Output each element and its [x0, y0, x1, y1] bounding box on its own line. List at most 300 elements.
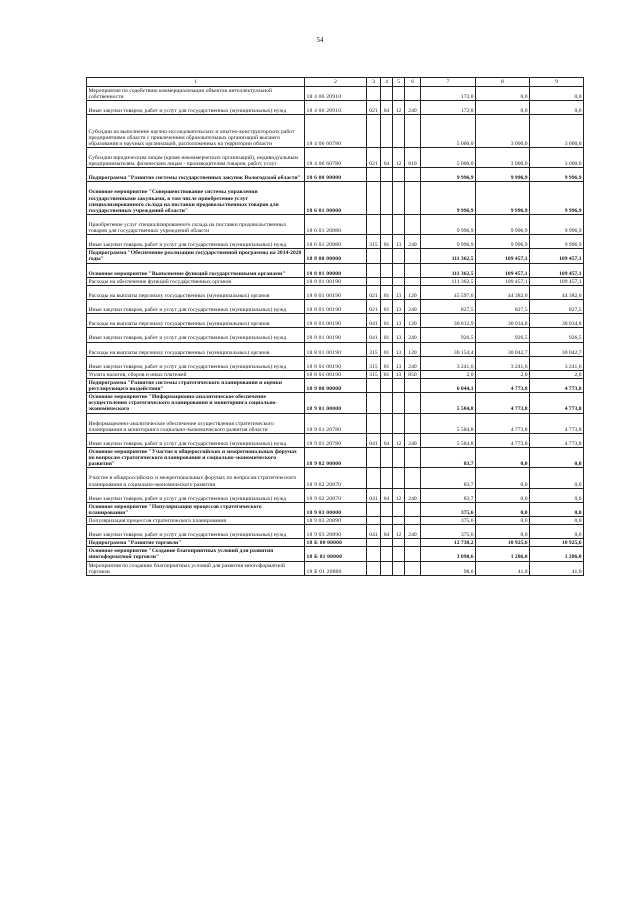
row-col-3 — [367, 182, 381, 215]
row-value-8: 109 457,1 — [476, 277, 530, 285]
table-row — [87, 525, 584, 539]
row-col-4: 04 — [381, 488, 393, 502]
row-value-9: 0,0 — [530, 502, 584, 516]
row-value-8: 0,0 — [476, 516, 530, 524]
row-col-5 — [393, 263, 405, 277]
row-value-8: 3 000,0 — [476, 115, 530, 148]
row-value-7: 5 000,0 — [421, 147, 476, 167]
row-col-3 — [367, 516, 381, 524]
row-value-8: 1 286,0 — [476, 547, 530, 561]
row-value-8: 30 042,7 — [476, 342, 530, 356]
row-col-3: 315 — [367, 342, 381, 356]
table-row — [87, 147, 584, 167]
row-col-5 — [393, 87, 405, 101]
row-col-5 — [393, 182, 405, 215]
row-value-7: 9 996,9 — [421, 182, 476, 215]
table-row — [87, 235, 584, 249]
row-col-6 — [405, 87, 421, 101]
row-col-3 — [367, 393, 381, 413]
row-col-4: 01 — [381, 300, 393, 314]
row-col-6: 240 — [405, 300, 421, 314]
row-value-8: 3 000,0 — [476, 147, 530, 167]
row-col-5 — [393, 168, 405, 182]
row-col-3: 315 — [367, 356, 381, 370]
row-col-4: 04 — [381, 525, 393, 539]
row-value-7: 172,0 — [421, 101, 476, 115]
row-col-3 — [367, 468, 381, 488]
row-name: Расходы на выплаты персоналу государственных (муниципальных) органов — [87, 285, 305, 299]
row-code: 18 4 06 60780 — [305, 147, 367, 167]
row-col-6: 240 — [405, 101, 421, 115]
row-name: Основное мероприятие "Участие в общероссийских и межрегиональных форумах по вопросам стратегического планирования и социально-экономического развития" — [87, 448, 305, 468]
table-row — [87, 328, 584, 342]
row-col-6 — [405, 249, 421, 263]
row-col-5 — [393, 561, 405, 575]
row-col-4: 01 — [381, 370, 393, 378]
row-col-3 — [367, 277, 381, 285]
row-col-6 — [405, 393, 421, 413]
row-code: 18 9 02 20870 — [305, 488, 367, 502]
row-code: 18 8 01 00190 — [305, 342, 367, 356]
row-value-9: 0,0 — [530, 516, 584, 524]
row-code: 18 6 01 20880 — [305, 214, 367, 234]
row-col-4 — [381, 214, 393, 234]
table-row — [87, 488, 584, 502]
row-name: Расходы на выплаты персоналу государственных (муниципальных) органов — [87, 342, 305, 356]
row-value-9: 1 286,0 — [530, 547, 584, 561]
row-col-3 — [367, 263, 381, 277]
row-col-6: 120 — [405, 342, 421, 356]
row-col-5 — [393, 539, 405, 547]
budget-table — [86, 77, 584, 576]
row-col-4 — [381, 115, 393, 148]
row-value-7: 111 362,5 — [421, 249, 476, 263]
row-value-8: 827,5 — [476, 300, 530, 314]
table-row — [87, 413, 584, 433]
row-col-6 — [405, 168, 421, 182]
row-col-3: 315 — [367, 370, 381, 378]
row-name: Иные закупки товаров, работ и услуг для государственных (муниципальных) нужд — [87, 433, 305, 447]
row-code: 18 9 01 00000 — [305, 393, 367, 413]
table-row — [87, 516, 584, 524]
row-value-7: 3 098,6 — [421, 547, 476, 561]
row-col-4 — [381, 182, 393, 215]
row-value-7: 9 996,9 — [421, 235, 476, 249]
row-name: Подпрограмма "Обеспечение реализации государственной программы на 2014-2020 годы" — [87, 249, 305, 263]
row-name: Подпрограмма "Развитие торговли" — [87, 539, 305, 547]
row-code: 18 9 03 00000 — [305, 502, 367, 516]
row-name: Иные закупки товаров, работ и услуг для государственных (муниципальных) нужд — [87, 488, 305, 502]
row-col-6 — [405, 547, 421, 561]
row-col-4: 01 — [381, 314, 393, 328]
row-name: Мероприятие по содействию коммерциализации объектов интеллектуальной собственности — [87, 87, 305, 101]
row-value-8: 0,0 — [476, 448, 530, 468]
row-name: Основное мероприятие "Выполнение функций государственными органами" — [87, 263, 305, 277]
row-col-6: 240 — [405, 328, 421, 342]
row-value-7: 30 154,4 — [421, 342, 476, 356]
row-value-9: 10 925,6 — [530, 539, 584, 547]
row-value-8: 926,5 — [476, 328, 530, 342]
table-row — [87, 561, 584, 575]
row-col-3 — [367, 561, 381, 575]
row-name: Иные закупки товаров, работ и услуг для государственных (муниципальных) нужд — [87, 101, 305, 115]
row-col-6 — [405, 214, 421, 234]
row-value-7: 5 584,8 — [421, 393, 476, 413]
row-col-6: 240 — [405, 235, 421, 249]
row-value-8: 109 457,1 — [476, 249, 530, 263]
row-col-5 — [393, 502, 405, 516]
row-value-8: 4 773,8 — [476, 433, 530, 447]
row-value-8: 30 034,8 — [476, 314, 530, 328]
row-col-3: 041 — [367, 525, 381, 539]
row-col-4 — [381, 263, 393, 277]
row-value-9: 0,0 — [530, 488, 584, 502]
row-col-4 — [381, 249, 393, 263]
row-code: 18 4 06 20910 — [305, 87, 367, 101]
row-col-4 — [381, 379, 393, 393]
table-row — [87, 300, 584, 314]
row-code: 18 6 01 20880 — [305, 235, 367, 249]
row-col-5 — [393, 547, 405, 561]
row-value-7: 827,5 — [421, 300, 476, 314]
page-number: 54 — [316, 36, 324, 44]
row-name: Иные закупки товаров, работ и услуг для государственных (муниципальных) нужд — [87, 525, 305, 539]
row-col-5 — [393, 249, 405, 263]
row-code: 18 8 01 00190 — [305, 370, 367, 378]
table-row — [87, 370, 584, 378]
table-row — [87, 263, 584, 277]
row-value-9: 9 996,9 — [530, 182, 584, 215]
row-value-7: 111 362,5 — [421, 263, 476, 277]
row-value-9: 0,0 — [530, 448, 584, 468]
row-col-4: 01 — [381, 356, 393, 370]
row-name: Расходы на обеспечение функций государственных органов — [87, 277, 305, 285]
table-row — [87, 101, 584, 115]
header-col-8: 8 — [476, 78, 530, 87]
row-name: Субсидии на выполнение научно-исследовательских и опытно-конструкторских работ предприятиями области с привлечением образовательных организаций высшего образования и научных организаций, расположенных на территории области — [87, 115, 305, 148]
row-col-4: 01 — [381, 235, 393, 249]
row-col-3: 041 — [367, 488, 381, 502]
row-value-8: 10 925,6 — [476, 539, 530, 547]
row-value-8: 44 382,0 — [476, 285, 530, 299]
row-col-5 — [393, 277, 405, 285]
row-value-7: 83,7 — [421, 448, 476, 468]
table-row — [87, 342, 584, 356]
row-col-6: 240 — [405, 433, 421, 447]
row-name: Мероприятия по созданию благоприятных условий для развития многоформатной торговли — [87, 561, 305, 575]
row-value-9: 9 996,9 — [530, 168, 584, 182]
row-col-5: 12 — [393, 101, 405, 115]
row-value-8: 0,0 — [476, 502, 530, 516]
row-value-7: 5 000,0 — [421, 115, 476, 148]
row-name: Иные закупки товаров, работ и услуг для государственных (муниципальных) нужд — [87, 356, 305, 370]
row-value-9: 4 773,8 — [530, 379, 584, 393]
row-code: 18 8 01 00190 — [305, 277, 367, 285]
row-col-4 — [381, 168, 393, 182]
row-name: Подпрограмма "Развитие системы стратегического планирования и оценки регулирующего воздействия" — [87, 379, 305, 393]
header-col-4: 4 — [381, 78, 393, 87]
row-value-9: 2,0 — [530, 370, 584, 378]
row-col-4 — [381, 448, 393, 468]
row-code: 18 9 03 20890 — [305, 525, 367, 539]
row-col-6: 240 — [405, 525, 421, 539]
row-code: 18 8 01 00190 — [305, 328, 367, 342]
row-value-7: 98,6 — [421, 561, 476, 575]
table-row — [87, 433, 584, 447]
row-col-4: 01 — [381, 342, 393, 356]
header-col-3: 3 — [367, 78, 381, 87]
row-col-5 — [393, 468, 405, 488]
row-value-9: 30 034,8 — [530, 314, 584, 328]
row-col-3 — [367, 249, 381, 263]
row-col-5: 13 — [393, 300, 405, 314]
row-value-7: 172,0 — [421, 87, 476, 101]
row-name: Уплата налогов, сборов и иных платежей — [87, 370, 305, 378]
row-name: Субсидии юридическим лицам (кроме некоммерческих организаций), индивидуальным предпринимателям, физическим лицам - производителям товаров, работ, услуг — [87, 147, 305, 167]
table-row — [87, 468, 584, 488]
row-value-7: 2,0 — [421, 370, 476, 378]
row-code: 18 8 01 00190 — [305, 285, 367, 299]
row-value-7: 926,5 — [421, 328, 476, 342]
row-value-8: 9 996,9 — [476, 235, 530, 249]
row-name: Иные закупки товаров, работ и услуг для государственных (муниципальных) нужд — [87, 235, 305, 249]
row-col-4 — [381, 393, 393, 413]
row-value-9: 9 996,9 — [530, 214, 584, 234]
row-col-4: 04 — [381, 433, 393, 447]
row-value-9: 0,0 — [530, 101, 584, 115]
row-col-3 — [367, 539, 381, 547]
row-col-5 — [393, 448, 405, 468]
row-name: Основное мероприятие "Популяризация процессов стратегического планирования" — [87, 502, 305, 516]
row-col-6: 120 — [405, 314, 421, 328]
row-col-5: 13 — [393, 285, 405, 299]
row-col-3 — [367, 214, 381, 234]
table-row — [87, 182, 584, 215]
row-col-6 — [405, 182, 421, 215]
row-col-5: 13 — [393, 328, 405, 342]
row-col-6 — [405, 502, 421, 516]
row-col-3: 041 — [367, 314, 381, 328]
row-value-9: 41,0 — [530, 561, 584, 575]
row-col-5: 12 — [393, 488, 405, 502]
row-col-5: 13 — [393, 356, 405, 370]
header-col-2: 2 — [305, 78, 367, 87]
row-value-9: 4 773,8 — [530, 393, 584, 413]
row-col-3 — [367, 115, 381, 148]
table-row — [87, 214, 584, 234]
row-value-7: 375,6 — [421, 502, 476, 516]
row-code: 18 6 00 00000 — [305, 168, 367, 182]
row-code: 18 8 00 00000 — [305, 249, 367, 263]
row-value-7: 375,6 — [421, 525, 476, 539]
row-value-9: 0,0 — [530, 525, 584, 539]
row-col-5: 13 — [393, 370, 405, 378]
row-col-3: 041 — [367, 433, 381, 447]
row-value-7: 111 362,5 — [421, 277, 476, 285]
row-col-6 — [405, 115, 421, 148]
header-col-1: 1 — [87, 78, 305, 87]
row-col-3: 041 — [367, 328, 381, 342]
row-col-3 — [367, 547, 381, 561]
row-code: 18 9 01 20780 — [305, 413, 367, 433]
row-value-8: 0,0 — [476, 488, 530, 502]
header-col-6: 6 — [405, 78, 421, 87]
row-col-3 — [367, 502, 381, 516]
row-col-5 — [393, 115, 405, 148]
row-value-8: 0,0 — [476, 525, 530, 539]
row-value-9: 9 996,9 — [530, 235, 584, 249]
table-row — [87, 393, 584, 413]
row-col-5: 13 — [393, 314, 405, 328]
table-row — [87, 502, 584, 516]
row-value-9: 3 241,6 — [530, 356, 584, 370]
row-value-9: 44 382,0 — [530, 285, 584, 299]
row-col-6 — [405, 379, 421, 393]
header-row — [87, 78, 584, 87]
table-body — [87, 87, 584, 576]
row-code: 18 6 01 00000 — [305, 182, 367, 215]
row-value-7: 5 584,8 — [421, 433, 476, 447]
table-row — [87, 277, 584, 285]
row-value-8: 3 241,6 — [476, 356, 530, 370]
row-col-5: 12 — [393, 433, 405, 447]
row-col-4 — [381, 547, 393, 561]
row-value-9: 0,0 — [530, 468, 584, 488]
row-col-6 — [405, 277, 421, 285]
row-col-3 — [367, 87, 381, 101]
row-code: 18 9 01 20780 — [305, 433, 367, 447]
row-col-4: 01 — [381, 285, 393, 299]
row-col-6: 850 — [405, 370, 421, 378]
row-col-5 — [393, 413, 405, 433]
row-code: 18 9 03 20890 — [305, 516, 367, 524]
row-col-6 — [405, 448, 421, 468]
row-value-9: 109 457,1 — [530, 277, 584, 285]
row-col-6 — [405, 516, 421, 524]
row-col-4 — [381, 87, 393, 101]
row-name: Информационно-аналитическое обеспечение осуществления стратегического планирования и мониторинга социально-экономического развития области — [87, 413, 305, 433]
row-name: Популяризация процессов стратегического планирования — [87, 516, 305, 524]
row-col-5 — [393, 379, 405, 393]
row-value-7: 9 996,9 — [421, 168, 476, 182]
row-col-4 — [381, 539, 393, 547]
row-value-9: 109 457,1 — [530, 263, 584, 277]
table-row — [87, 356, 584, 370]
table-row — [87, 379, 584, 393]
row-name: Расходы на выплаты персоналу государственных (муниципальных) органов — [87, 314, 305, 328]
row-value-8: 9 996,9 — [476, 214, 530, 234]
table-row — [87, 249, 584, 263]
row-col-6 — [405, 413, 421, 433]
row-value-7: 5 584,8 — [421, 413, 476, 433]
row-col-6 — [405, 539, 421, 547]
row-value-8: 9 996,9 — [476, 168, 530, 182]
row-value-9: 3 000,0 — [530, 115, 584, 148]
row-value-8: 0,0 — [476, 87, 530, 101]
row-col-6: 240 — [405, 356, 421, 370]
row-value-7: 6 044,1 — [421, 379, 476, 393]
row-value-9: 0,0 — [530, 87, 584, 101]
row-col-4 — [381, 277, 393, 285]
row-value-7: 83,7 — [421, 468, 476, 488]
table-row — [87, 87, 584, 101]
row-value-7: 30 612,9 — [421, 314, 476, 328]
row-col-4 — [381, 468, 393, 488]
row-code: 18 Б 00 00000 — [305, 539, 367, 547]
row-name: Иные закупки товаров, работ и услуг для государственных (муниципальных) нужд — [87, 300, 305, 314]
row-value-7: 83,7 — [421, 488, 476, 502]
row-value-7: 375,6 — [421, 516, 476, 524]
row-value-9: 3 000,0 — [530, 147, 584, 167]
row-name: Приобретение услуг специализированного склада на поставки продовольственных товаров для государственных учреждений области — [87, 214, 305, 234]
header-col-5: 5 — [393, 78, 405, 87]
row-code: 18 4 06 20910 — [305, 101, 367, 115]
row-value-9: 4 773,8 — [530, 413, 584, 433]
row-col-3: 021 — [367, 285, 381, 299]
row-col-5: 13 — [393, 342, 405, 356]
row-name: Основное мероприятие "Совершенствование системы управления государственными закупками, в том числе приобретение услуг специализированного склада на поставки продовольственных товаров для государственных учреждений области" — [87, 182, 305, 215]
row-name: Участие в общероссийских и межрегиональных форумах по вопросам стратегического планирования и социально-экономического развития — [87, 468, 305, 488]
row-col-3 — [367, 168, 381, 182]
row-col-3 — [367, 413, 381, 433]
row-code: 18 4 06 60780 — [305, 115, 367, 148]
row-value-8: 41,0 — [476, 561, 530, 575]
row-col-6: 810 — [405, 147, 421, 167]
row-col-3 — [367, 379, 381, 393]
row-col-6 — [405, 263, 421, 277]
row-code: 18 Б 01 20800 — [305, 561, 367, 575]
row-value-8: 2,0 — [476, 370, 530, 378]
table-row — [87, 115, 584, 148]
header-col-9: 9 — [530, 78, 584, 87]
row-col-5: 13 — [393, 235, 405, 249]
row-name: Основное мероприятие "Создание благоприятных условий для развития многоформатной торговли" — [87, 547, 305, 561]
row-value-8: 109 457,1 — [476, 263, 530, 277]
row-value-7: 12 738,2 — [421, 539, 476, 547]
row-value-7: 9 996,9 — [421, 214, 476, 234]
row-col-4 — [381, 413, 393, 433]
row-code: 18 8 01 00190 — [305, 314, 367, 328]
row-value-7: 45 597,6 — [421, 285, 476, 299]
row-value-9: 926,5 — [530, 328, 584, 342]
row-col-6: 120 — [405, 285, 421, 299]
row-col-3: 021 — [367, 101, 381, 115]
row-value-9: 30 042,7 — [530, 342, 584, 356]
row-col-5: 12 — [393, 147, 405, 167]
table-row — [87, 314, 584, 328]
table-row — [87, 547, 584, 561]
row-value-9: 827,5 — [530, 300, 584, 314]
row-code: 18 9 02 00000 — [305, 448, 367, 468]
row-code: 18 9 00 00000 — [305, 379, 367, 393]
row-col-3: 021 — [367, 300, 381, 314]
row-code: 18 8 01 00190 — [305, 356, 367, 370]
table-row — [87, 448, 584, 468]
row-value-9: 4 773,8 — [530, 433, 584, 447]
row-name: Основное мероприятие "Информационно-аналитическое обеспечение осуществления стратегического планирования и мониторинга социально-экономического — [87, 393, 305, 413]
row-col-3: 315 — [367, 235, 381, 249]
row-value-8: 4 773,8 — [476, 393, 530, 413]
row-value-8: 0,0 — [476, 468, 530, 488]
row-col-4 — [381, 502, 393, 516]
row-col-6 — [405, 561, 421, 575]
row-col-5 — [393, 393, 405, 413]
row-col-5: 12 — [393, 525, 405, 539]
table-row — [87, 285, 584, 299]
row-value-8: 4 773,8 — [476, 379, 530, 393]
row-name: Подпрограмма "Развитие системы государственных закупок Вологодской области" — [87, 168, 305, 182]
table-row — [87, 168, 584, 182]
